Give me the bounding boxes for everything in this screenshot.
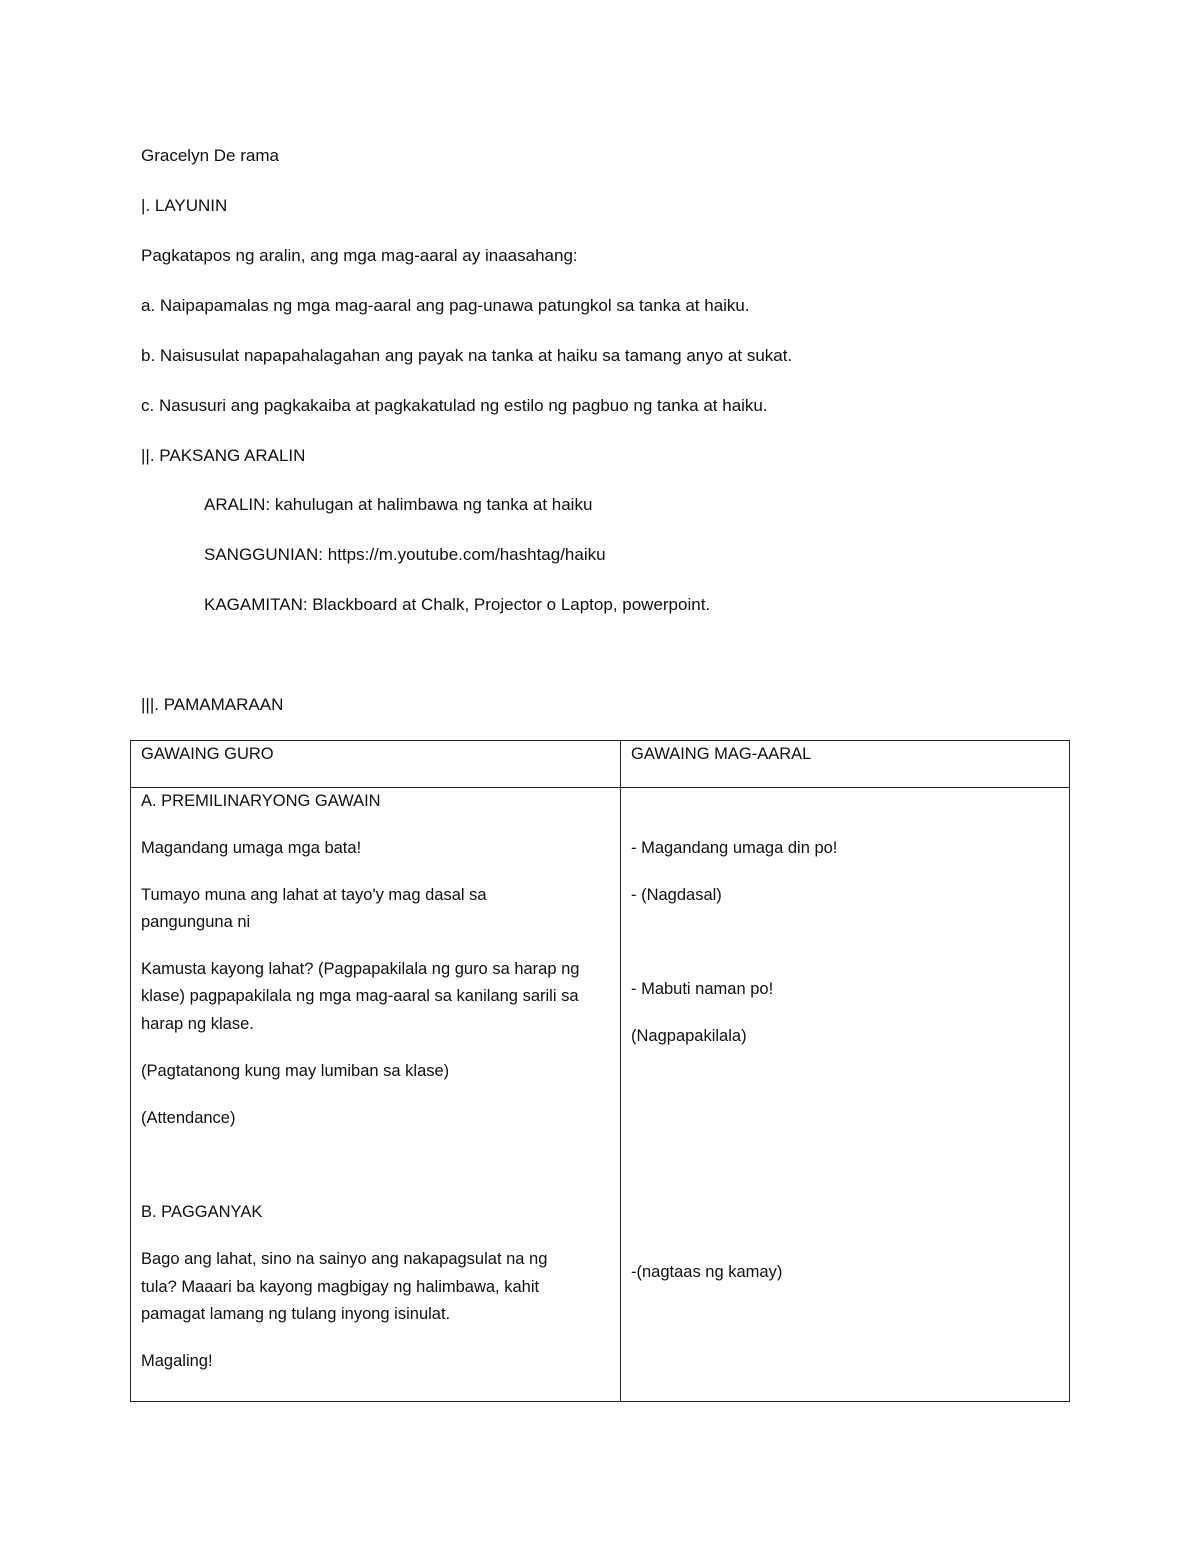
sanggunian-line: SANGGUNIAN: https://m.youtube.com/hashtag/haiku bbox=[204, 545, 606, 564]
objective-c: c. Nasusuri ang pagkakaiba at pagkakatulad ng estilo ng pagbuo ng tanka at haiku. bbox=[141, 396, 768, 415]
teacher-pray-line-2: pangunguna ni bbox=[141, 913, 251, 931]
objective-a: a. Naipapamalas ng mga mag-aaral ang pag-unawa patungkol sa tanka at haiku. bbox=[141, 296, 750, 315]
table-body-row bbox=[131, 788, 1070, 1402]
teacher-kamusta-line-1: Kamusta kayong lahat? (Pagpapakilala ng guro sa harap ng bbox=[141, 960, 580, 978]
objectives-intro: Pagkatapos ng aralin, ang mga mag-aaral ay inaasahang: bbox=[141, 246, 578, 265]
kagamitan-line: KAGAMITAN: Blackboard at Chalk, Projector o Laptop, powerpoint. bbox=[204, 595, 711, 614]
teacher-bago-line-3: pamagat lamang ng tulang inyong isinulat. bbox=[141, 1305, 451, 1323]
teacher-activities-cell bbox=[131, 788, 621, 1402]
teacher-greeting: Magandang umaga mga bata! bbox=[141, 839, 362, 857]
teacher-absent-question: (Pagtatanong kung may lumiban sa klase) bbox=[141, 1062, 450, 1080]
header-student: GAWAING MAG-AARAL bbox=[621, 741, 1070, 788]
student-reply-hands: -(nagtaas ng kamay) bbox=[631, 1263, 783, 1281]
author-name: Gracelyn De rama bbox=[141, 146, 279, 165]
student-reply-pray: - (Nagdasal) bbox=[631, 886, 722, 904]
teacher-bago-line-2: tula? Maaari ba kayong magbigay ng halimbawa, kahit bbox=[141, 1278, 540, 1296]
student-reply-greeting: - Magandang umaga din po! bbox=[631, 839, 838, 857]
teacher-attendance: (Attendance) bbox=[141, 1109, 236, 1127]
aralin-line: ARALIN: kahulugan at halimbawa ng tanka at haiku bbox=[204, 495, 593, 514]
teacher-kamusta-line-2: klase) pagpapakilala ng mga mag-aaral sa kanilang sarili sa bbox=[141, 987, 579, 1005]
objective-b: b. Naisusulat napapahalagahan ang payak na tanka at haiku sa tamang anyo at sukat. bbox=[141, 346, 793, 365]
section-2-heading: ||. PAKSANG ARALIN bbox=[141, 446, 306, 465]
procedure-table bbox=[130, 740, 1070, 1402]
teacher-magaling: Magaling! bbox=[141, 1352, 213, 1370]
student-reply-fine: - Mabuti naman po! bbox=[631, 980, 774, 998]
student-activities-cell bbox=[621, 788, 1070, 1402]
teacher-kamusta-line-3: harap ng klase. bbox=[141, 1015, 254, 1033]
table-header-row bbox=[131, 741, 1070, 788]
teacher-pray-line-1: Tumayo muna ang lahat at tayo'y mag dasal sa bbox=[141, 886, 487, 904]
section-1-heading: |. LAYUNIN bbox=[141, 196, 228, 215]
section-3-heading: |||. PAMAMARAAN bbox=[141, 695, 284, 714]
teacher-bago-line-1: Bago ang lahat, sino na sainyo ang nakapagsulat na ng bbox=[141, 1250, 548, 1268]
student-reply-intro: (Nagpapakilala) bbox=[631, 1027, 747, 1045]
premilinaryong-gawain-title: A. PREMILINARYONG GAWAIN bbox=[141, 792, 381, 810]
header-teacher: GAWAING GURO bbox=[131, 741, 621, 788]
pagganyak-title: B. PAGGANYAK bbox=[141, 1203, 263, 1221]
